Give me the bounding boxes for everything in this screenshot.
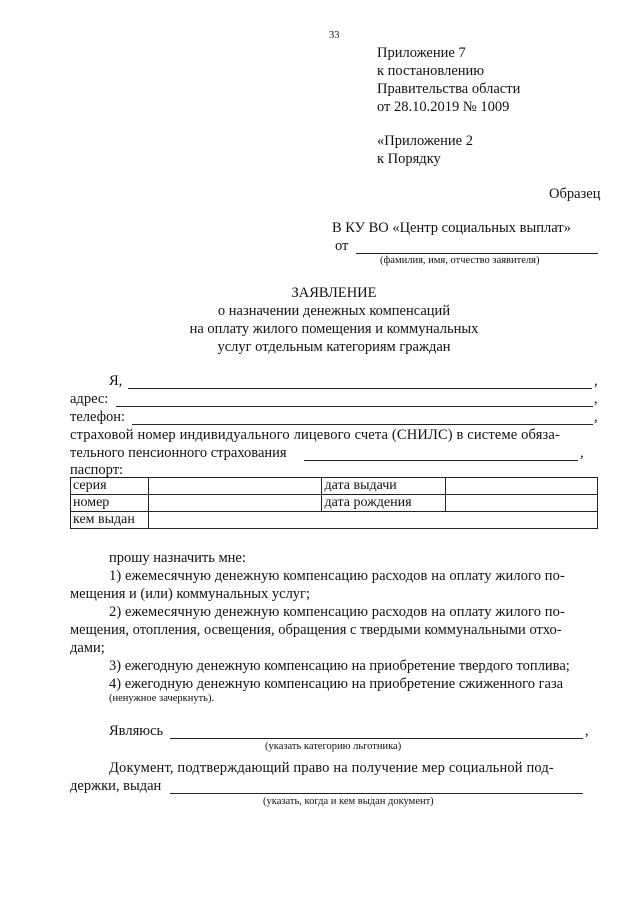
request-item: 1) ежемесячную денежную компенсацию расходов на оплату жилого по- [109, 568, 565, 584]
appendix-line: к постановлению [377, 63, 485, 79]
page-number: 33 [329, 30, 340, 41]
table-row [71, 478, 598, 495]
phone-label: телефон: [70, 409, 126, 425]
comma: , [580, 445, 584, 461]
request-item: 2) ежемесячную денежную компенсацию расходов на оплату жилого по- [109, 604, 565, 620]
request-intro: прошу назначить мне: [109, 550, 246, 566]
birth-date-input-cell[interactable] [446, 495, 598, 512]
issued-by-input-cell[interactable] [148, 512, 597, 529]
document-text: Документ, подтверждающий право на получение мер социальной под- [109, 760, 554, 776]
appendix-sub-line: к Порядку [377, 151, 441, 167]
phone-field-line[interactable] [132, 424, 593, 425]
document-text: держки, выдан [70, 778, 162, 794]
number-input-cell[interactable] [148, 495, 322, 512]
category-field-line[interactable] [170, 738, 583, 739]
strike-note: (ненужное зачеркнуть). [109, 693, 215, 704]
table-cell-label: кем выдан [71, 512, 149, 529]
table-cell-label: дата выдачи [322, 478, 446, 495]
snils-text: страховой номер индивидуального лицевого счета (СНИЛС) в системе обяза- [70, 427, 560, 443]
table-cell-label: серия [71, 478, 149, 495]
series-input-cell[interactable] [148, 478, 322, 495]
address-label: адрес: [70, 391, 109, 407]
passport-table [70, 477, 598, 529]
from-field-line[interactable] [356, 253, 598, 254]
snils-text: тельного пенсионного страхования [70, 445, 287, 461]
name-field-line[interactable] [128, 388, 592, 389]
comma: , [594, 409, 598, 425]
document-field-line[interactable] [170, 793, 583, 794]
snils-field-line[interactable] [304, 460, 578, 461]
from-label: от [335, 238, 349, 254]
category-label: Являюсь [109, 723, 164, 739]
request-item: мещения и (или) коммунальных услуг; [70, 586, 311, 602]
appendix-line: Приложение 7 [377, 45, 466, 61]
comma: , [594, 373, 598, 389]
table-cell-label: номер [71, 495, 149, 512]
request-item: 4) ежегодную денежную компенсацию на приобретение сжиженного газа [109, 676, 564, 692]
address-field-line[interactable] [116, 406, 593, 407]
title-main: ЗАЯВЛЕНИЕ [291, 285, 377, 301]
document-hint: (указать, когда и кем выдан документ) [263, 796, 434, 807]
addressee-to: В КУ ВО «Центр социальных выплат» [332, 220, 571, 236]
title-line: услуг отдельным категориям граждан [217, 339, 451, 355]
request-item: 3) ежегодную денежную компенсацию на приобретение твердого топлива; [109, 658, 570, 674]
request-item: мещения, отопления, освещения, обращения с твердыми коммунальными отхо- [70, 622, 562, 638]
comma: , [594, 391, 598, 407]
from-hint: (фамилия, имя, отчество заявителя) [380, 255, 540, 266]
sample-label: Образец [549, 186, 601, 202]
issue-date-input-cell[interactable] [446, 478, 598, 495]
table-cell-label: дата рождения [322, 495, 446, 512]
comma: , [585, 723, 589, 739]
category-hint: (указать категорию льготника) [265, 741, 402, 752]
i-label: Я, [109, 373, 123, 389]
appendix-line: от 28.10.2019 № 1009 [377, 99, 510, 115]
passport-label: паспорт: [70, 462, 124, 478]
title-line: на оплату жилого помещения и коммунальных [189, 321, 479, 337]
request-item: дами; [70, 640, 105, 656]
table-row [71, 512, 598, 529]
table-row [71, 495, 598, 512]
title-line: о назначении денежных компенсаций [217, 303, 451, 319]
appendix-sub-line: «Приложение 2 [377, 133, 473, 149]
appendix-line: Правительства области [377, 81, 521, 97]
